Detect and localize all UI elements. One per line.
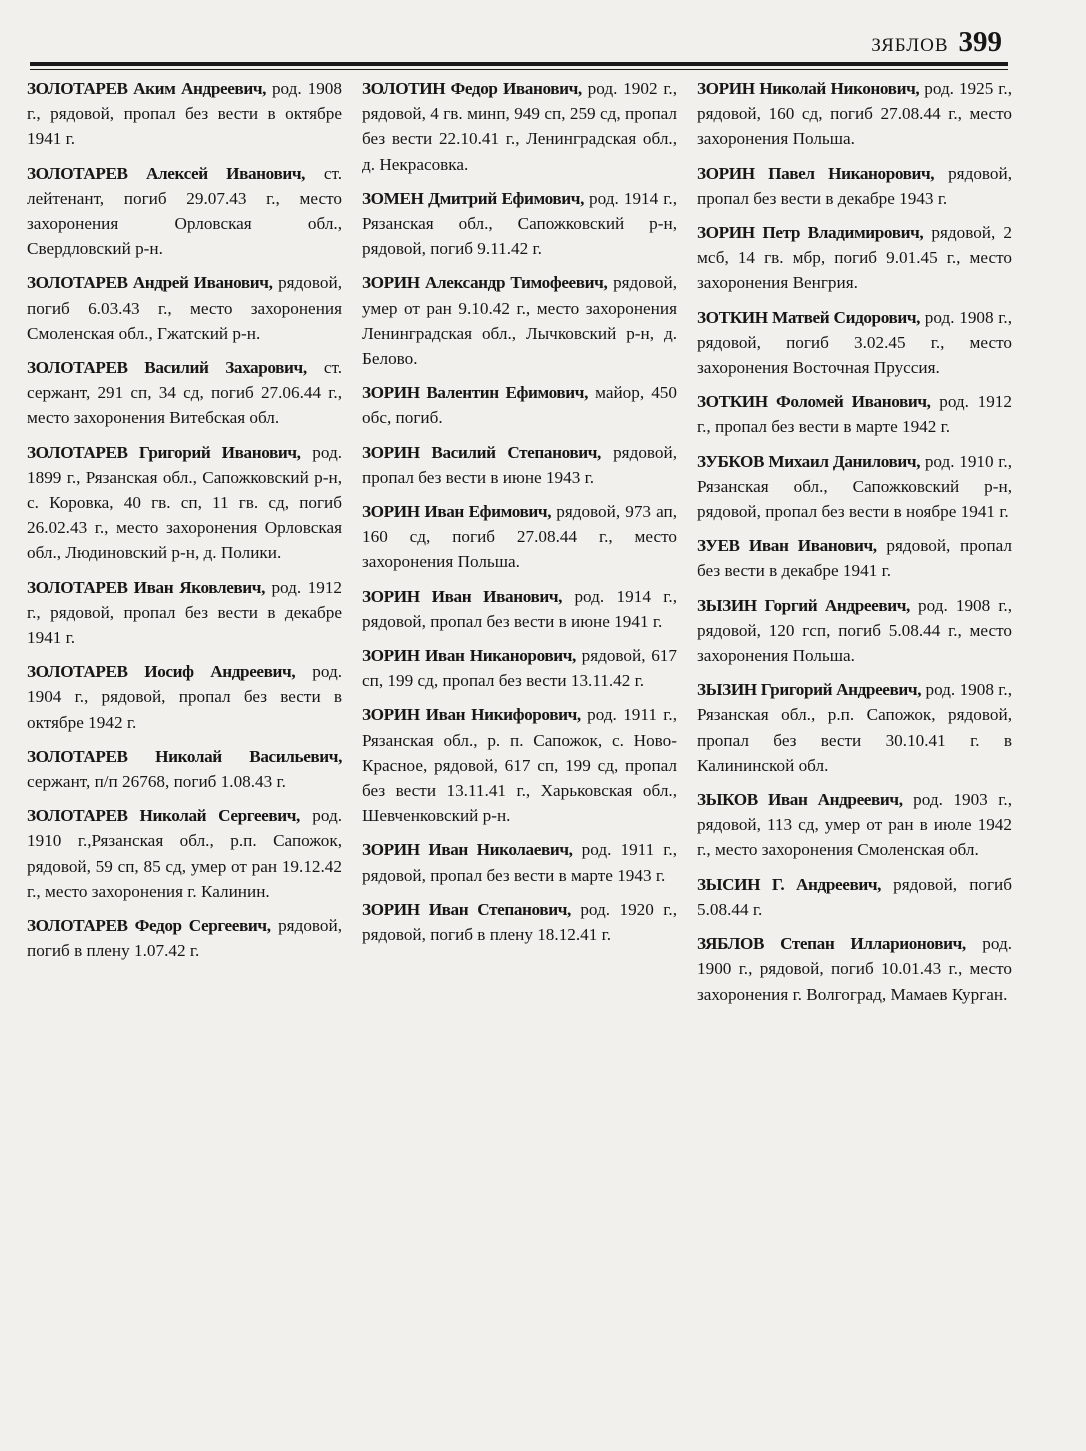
entry-name: ЗОРИН Николай Никонович, (697, 79, 920, 98)
entry-text: род. 1911 г., рядовой, пропал без вести в марте 1943 г. (362, 840, 677, 885)
list-item (362, 380, 677, 430)
list-item (362, 186, 677, 262)
entry-text: рядовой, погиб 5.08.44 г. (697, 874, 1013, 919)
list-item (697, 533, 1012, 583)
list-item (27, 803, 342, 904)
entry-text: рядовой, 617 сп, 199 сд, пропал без вести 13.11.42 г. (362, 646, 677, 691)
list-item (697, 872, 1012, 922)
entry-name: ЗОРИН Иван Никифорович, (362, 705, 581, 725)
entry-name: ЗОЛОТАРЕВ Иосиф Андреевич, (27, 662, 296, 682)
entry-name: ЗОЛОТАРЕВ Аким Андреевич, (27, 79, 267, 98)
entry-name: ЗОРИН Валентин Ефимович, (362, 383, 588, 403)
entry-text: род. 1899 г., Рязанская обл., Сапожковский р-н, с. Коровка, 40 гв. сп, 11 гв. сд, погиб 26.02.43 г., место захоронения Орловская обл., Людиновский р-н, д. Полики. (27, 442, 342, 563)
entry-text: рядовой, погиб в плену 1.07.42 г. (27, 916, 343, 961)
list-item (697, 593, 1012, 669)
entry-text: рядовой, пропал без вести в декабре 1941 г. (697, 536, 1012, 581)
list-item (27, 575, 342, 651)
entry-text: род. 1911 г., Рязанская обл., р. п. Сапожок, с. Ново-Красное, рядовой, 617 сп, 199 сд, пропал без вести 13.11.41 г., Харьковская обл., Шевченковский р-н. (362, 705, 677, 826)
entry-name: ЗОМЕН Дмитрий Ефимович, (362, 188, 584, 208)
list-item (697, 449, 1012, 525)
list-item (697, 305, 1012, 381)
entry-name: ЗЫСИН Г. Андреевич, (697, 874, 882, 894)
entry-name: ЗОРИН Александр Тимофеевич, (362, 273, 608, 293)
list-item (27, 161, 342, 262)
list-item (697, 787, 1012, 863)
entry-name: ЗОЛОТАРЕВ Григорий Иванович, (27, 442, 301, 462)
entry-text: род. 1925 г., рядовой, 160 сд, погиб 27.08.44 г., место захоронения Польша. (697, 79, 1013, 149)
entry-name: ЗЯБЛОВ Степан Илларионович, (697, 934, 966, 954)
list-item (362, 499, 677, 575)
entry-name: ЗОЛОТАРЕВ Алексей Иванович, (27, 163, 306, 183)
entry-text: рядовой, пропал без вести в декабре 1943 г. (697, 163, 1013, 208)
list-item (362, 440, 677, 490)
entry-text: род. 1912 г., рядовой, пропал без вести в декабре 1941 г. (27, 577, 343, 648)
list-item (362, 76, 677, 177)
text-columns (27, 76, 1012, 1016)
entry-text: род. 1908 г., Рязанская обл., р.п. Сапожок, рядовой, пропал без вести 30.10.41 г. в Калининской обл. (697, 680, 1013, 775)
running-head: ЗЯБЛОВ (871, 35, 949, 56)
entry-text: род. 1920 г., рядовой, погиб в плену 18.12.41 г. (362, 899, 678, 945)
entry-name: ЗОТКИН Матвей Сидорович, (697, 307, 921, 327)
entry-name: ЗОРИН Иван Ефимович, (362, 502, 552, 522)
entry-name: ЗОРИН Иван Николаевич, (362, 840, 573, 860)
entry-text: майор, 450 обс, погиб. (362, 383, 677, 428)
list-item (362, 837, 677, 887)
list-item (362, 643, 677, 693)
list-item (697, 161, 1012, 211)
entry-text: род. 1902 г., рядовой, 4 гв. минп, 949 сп, 259 сд, пропал без вести 22.10.41 г., Ленинградская обл., д. Некрасовка. (362, 79, 678, 174)
entry-text: рядовой, пропал без вести в июне 1943 г. (362, 442, 678, 487)
list-item (27, 355, 342, 431)
list-item (27, 659, 342, 735)
entry-name: ЗОРИН Иван Никанорович, (362, 646, 576, 666)
page-header (871, 26, 1002, 59)
entry-name: ЗОЛОТАРЕВ Иван Яковлевич, (27, 577, 265, 597)
page-number: 399 (958, 26, 1002, 58)
entry-text: род. 1908 г., рядовой, погиб 3.02.45 г., место захоронения Восточная Пруссия. (697, 307, 1013, 378)
entry-text: рядовой, 2 мсб, 14 гв. мбр, погиб 9.01.45 г., место захоронения Венгрия. (697, 223, 1012, 293)
entry-name: ЗОРИН Василий Степанович, (362, 442, 601, 462)
list-item (27, 913, 342, 963)
list-item (697, 220, 1012, 296)
entry-name: ЗЫЗИН Горгий Андреевич, (697, 595, 910, 615)
list-item (362, 584, 677, 634)
entry-text: рядовой, погиб 6.03.43 г., место захоронения Смоленская обл., Гжатский р-н. (27, 273, 342, 343)
list-item (697, 931, 1012, 1007)
entry-name: ЗОРИН Павел Никанорович, (697, 163, 935, 183)
entry-text: род. 1904 г., рядовой, пропал без вести в октябре 1942 г. (27, 662, 343, 732)
entry-name: ЗОЛОТАРЕВ Федор Сергеевич, (27, 916, 271, 936)
entry-name: ЗЫЗИН Григорий Андреевич, (697, 680, 922, 700)
entry-text: род. 1910 г.,Рязанская обл., р.п. Сапожок, рядовой, 59 сп, 85 сд, умер от ран 19.12.42 г., место захоронения г. Калинин. (27, 806, 342, 901)
entry-text: рядовой, умер от ран 9.10.42 г., место захоронения Ленинградская обл., Лычковский р-н, д. Белово. (362, 273, 677, 369)
entry-text: род. 1900 г., рядовой, погиб 10.01.43 г., место захоронения г. Волгоград, Мамаев Курган. (697, 934, 1012, 1004)
entry-name: ЗОЛОТАРЕВ Андрей Иванович, (27, 273, 273, 293)
header-rule-thick (30, 62, 1008, 66)
entry-name: ЗЫКОВ Иван Андреевич, (697, 790, 903, 810)
entry-text: род. 1908 г., рядовой, 120 гсп, погиб 5.08.44 г., место захоронения Польша. (697, 595, 1013, 666)
entry-name: ЗОЛОТАРЕВ Василий Захарович, (27, 358, 307, 378)
list-item (27, 744, 342, 794)
list-item (27, 76, 342, 152)
entry-text: ст. лейтенант, погиб 29.07.43 г., место захоронения Орловская обл., Свердловский р-н. (27, 163, 342, 259)
entry-text: род. 1914 г., Рязанская обл., Сапожковский р-н, рядовой, погиб 9.11.42 г. (362, 188, 677, 259)
entry-text: род. 1912 г., пропал без вести в марте 1942 г. (697, 392, 1012, 437)
entry-name: ЗУЕВ Иван Иванович, (697, 536, 877, 556)
entry-text: сержант, п/п 26768, погиб 1.08.43 г. (27, 772, 286, 792)
entry-name: ЗОРИН Иван Степанович, (362, 899, 571, 919)
list-item (362, 897, 677, 947)
entry-name: ЗОЛОТИН Федор Иванович, (362, 79, 582, 98)
entry-name: ЗУБКОВ Михаил Данилович, (697, 451, 921, 471)
entry-text: род. 1903 г., рядовой, 113 сд, умер от ран в июле 1942 г., место захоронения Смоленская обл. (697, 790, 1012, 860)
entry-name: ЗОЛОТАРЕВ Николай Сергеевич, (27, 806, 300, 826)
entry-name: ЗОТКИН Фоломей Иванович, (697, 392, 931, 412)
entry-text: род. 1910 г., Рязанская обл., Сапожковский р-н, рядовой, пропал без вести в ноябре 1941 г. (697, 451, 1013, 522)
column-2 (362, 76, 677, 1016)
list-item (697, 76, 1012, 152)
column-3 (697, 76, 1012, 1016)
list-item (27, 440, 342, 566)
entry-name: ЗОЛОТАРЕВ Николай Васильевич, (27, 746, 342, 766)
entry-name: ЗОРИН Петр Владимирович, (697, 223, 924, 243)
list-item (27, 270, 342, 346)
entry-text: ст. сержант, 291 сп, 34 сд, погиб 27.06.44 г., место захоронения Витебская обл. (27, 358, 342, 428)
column-1 (27, 76, 342, 1016)
list-item (697, 389, 1012, 439)
list-item (362, 270, 677, 371)
header-rule-thin (30, 69, 1008, 70)
list-item (697, 677, 1012, 778)
entry-text: род. 1908 г., рядовой, пропал без вести в октябре 1941 г. (27, 79, 342, 149)
list-item (362, 702, 677, 828)
entry-text: род. 1914 г., рядовой, пропал без вести в июне 1941 г. (362, 586, 677, 631)
entry-text: рядовой, 973 ап, 160 сд, погиб 27.08.44 г., место захоронения Польша. (362, 502, 678, 572)
entry-name: ЗОРИН Иван Иванович, (362, 586, 563, 606)
